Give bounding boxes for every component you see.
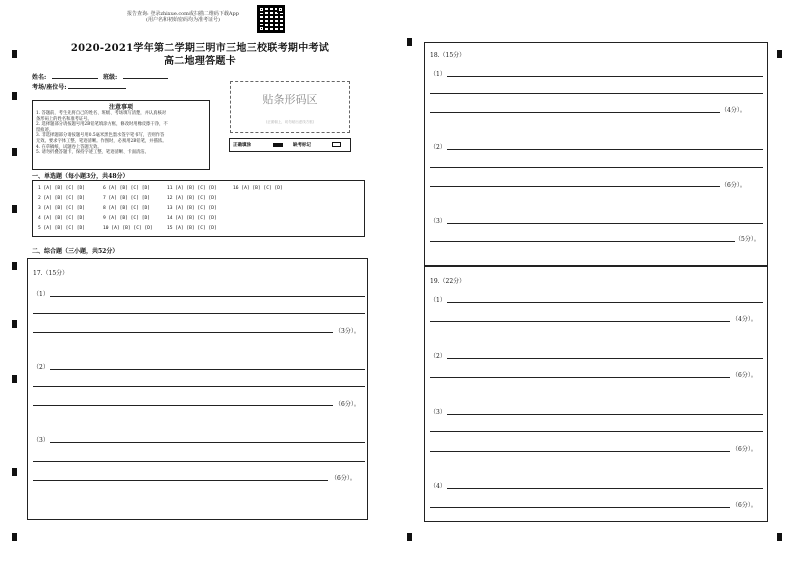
note-item: 1. 答题前，考生先将自己的姓名、班级、考场填写清楚，并认真核对 bbox=[36, 111, 167, 116]
q17-part2-line[interactable] bbox=[50, 369, 365, 370]
q17-part3-label: （3） bbox=[33, 437, 49, 444]
q19-part3-line[interactable] bbox=[430, 451, 730, 452]
choice-row[interactable]: 15 [A] [B] [C] [D] bbox=[167, 226, 217, 231]
q17-part1-line[interactable] bbox=[50, 296, 365, 297]
registration-mark bbox=[12, 375, 17, 383]
q18-part3-line[interactable] bbox=[430, 241, 735, 242]
seat-label: 考场/座位号: bbox=[32, 84, 67, 91]
q19-part1-line[interactable] bbox=[430, 321, 730, 322]
choice-column bbox=[38, 184, 85, 234]
registration-mark bbox=[407, 38, 412, 46]
q17-part1-points: （3分）。 bbox=[335, 328, 360, 335]
q19-part2-label: （2） bbox=[430, 353, 446, 360]
choice-column bbox=[233, 184, 283, 194]
registration-mark bbox=[407, 533, 412, 541]
q17-part2-line[interactable] bbox=[33, 386, 365, 387]
q18-part2-label: （2） bbox=[430, 144, 446, 151]
q19-part2-line[interactable] bbox=[447, 358, 763, 359]
q17-part1-line[interactable] bbox=[33, 313, 365, 314]
q18-part3-points: （5分）。 bbox=[735, 236, 760, 243]
q19-part4-label: （4） bbox=[430, 483, 446, 490]
q19-part3-line[interactable] bbox=[430, 431, 763, 432]
q19-part3-points: （6分）。 bbox=[732, 446, 757, 453]
note-item: 5. 请勿折叠答题卡，保持字迹工整、笔迹清晰、卡面清洁。 bbox=[36, 150, 149, 156]
q17-part1-label: （1） bbox=[33, 291, 49, 298]
choice-row[interactable]: 13 [A] [B] [C] [D] bbox=[167, 206, 217, 211]
registration-mark bbox=[12, 148, 17, 156]
q19-box bbox=[424, 266, 768, 522]
notes-title: 注意事项 bbox=[108, 104, 133, 111]
q19-label: 19.（22分） bbox=[430, 278, 466, 285]
barcode-area bbox=[230, 81, 350, 133]
q17-part3-points: （6分）。 bbox=[331, 475, 356, 482]
q17-part2-line[interactable] bbox=[33, 405, 333, 406]
q18-part1-label: （1） bbox=[430, 71, 446, 78]
q18-part3-label: （3） bbox=[430, 218, 446, 225]
q19-part1-points: （4分）。 bbox=[732, 316, 757, 323]
q17-part3-line[interactable] bbox=[50, 442, 365, 443]
note-item: 无效。要求字体工整、笔迹清晰。作图时，必须用2B铅笔，并描浓。 bbox=[36, 138, 167, 144]
choice-row[interactable]: 16 [A] [B] [C] [D] bbox=[233, 186, 283, 191]
name-label: 姓名: bbox=[32, 74, 47, 81]
note-item: 留痕迹。 bbox=[36, 127, 54, 133]
q19-part2-points: （6分）。 bbox=[732, 372, 757, 379]
registration-mark bbox=[12, 205, 17, 213]
choice-row[interactable]: 14 [A] [B] [C] [D] bbox=[167, 216, 217, 221]
registration-mark bbox=[12, 262, 17, 270]
correct-fill-sample-icon bbox=[273, 143, 283, 147]
choice-column bbox=[103, 184, 153, 234]
q19-part3-line[interactable] bbox=[447, 414, 763, 415]
section2-title: 二、综合题（三小题，共52分） bbox=[32, 248, 119, 255]
q18-part1-line[interactable] bbox=[447, 76, 763, 77]
report-query-notice bbox=[113, 11, 253, 23]
q18-part3-line[interactable] bbox=[447, 223, 763, 224]
choice-row[interactable]: 6 [A] [B] [C] [D] bbox=[103, 186, 151, 191]
section1-title: 一、单选题（每小题3分，共48分） bbox=[32, 173, 129, 180]
choice-row[interactable]: 10 [A] [B] [C] [D] bbox=[103, 226, 153, 231]
choice-row[interactable]: 8 [A] [B] [C] [D] bbox=[103, 206, 151, 211]
note-item: 条形码上的姓名和准考证号。 bbox=[36, 116, 92, 122]
q18-box bbox=[424, 42, 768, 266]
registration-mark bbox=[12, 320, 17, 328]
q17-box bbox=[27, 258, 368, 520]
note-item: 4. 在草稿纸、试题卷上答题无效。 bbox=[36, 144, 102, 150]
barcode-label: 贴条形码区 bbox=[262, 93, 318, 106]
seat-field[interactable] bbox=[68, 88, 126, 89]
q18-part1-line[interactable] bbox=[430, 112, 720, 113]
choice-column bbox=[167, 184, 217, 234]
q18-part1-points: （4分）。 bbox=[721, 107, 746, 114]
q18-part2-line[interactable] bbox=[430, 167, 763, 168]
registration-mark bbox=[12, 533, 17, 541]
fill-legend bbox=[229, 138, 351, 152]
q19-part1-label: （1） bbox=[430, 297, 446, 304]
card-title: 高二地理答题卡 bbox=[163, 56, 237, 67]
registration-mark bbox=[777, 50, 782, 58]
class-label: 班级: bbox=[103, 74, 118, 81]
q19-part2-line[interactable] bbox=[430, 377, 730, 378]
choice-row[interactable]: 4 [A] [B] [C] [D] bbox=[38, 216, 86, 221]
q17-part3-line[interactable] bbox=[33, 461, 365, 462]
registration-mark bbox=[12, 468, 17, 476]
q17-part1-line[interactable] bbox=[33, 332, 333, 333]
name-field[interactable] bbox=[52, 78, 98, 79]
q18-part2-line[interactable] bbox=[447, 149, 763, 150]
note-item: 3. 非选择题部分请按题号用0.5毫米黑色墨水签字笔书写，否则作答 bbox=[36, 133, 165, 139]
notice-line: 报告查询: 登录zhixue.com或扫描二维码下载App bbox=[127, 11, 239, 17]
q19-part4-line[interactable] bbox=[430, 507, 730, 508]
choice-row[interactable]: 9 [A] [B] [C] [D] bbox=[103, 216, 151, 221]
q19-part3-label: （3） bbox=[430, 409, 446, 416]
registration-mark bbox=[12, 50, 17, 58]
barcode-hint: (正面朝上，切勿贴出虚线方框) bbox=[265, 120, 315, 124]
notes-box bbox=[32, 100, 210, 170]
choice-row[interactable]: 1 [A] [B] [C] [D] bbox=[38, 186, 86, 191]
q19-part4-line[interactable] bbox=[447, 488, 763, 489]
note-item: 2. 选择题部分请按题号用2B铅笔填涂方框，修改时用橡皮擦干净，不 bbox=[36, 122, 168, 128]
notice-line: (用户名和初始密码均为准考证号) bbox=[146, 17, 220, 23]
q19-part1-line[interactable] bbox=[447, 302, 763, 303]
qr-code-icon bbox=[257, 5, 285, 33]
q17-label: 17.（15分） bbox=[33, 270, 69, 277]
q18-part2-points: （6分）。 bbox=[721, 182, 746, 189]
correct-fill-label: 正确填涂 bbox=[233, 143, 251, 148]
choice-row[interactable]: 5 [A] [B] [C] [D] bbox=[38, 226, 86, 231]
choice-grid bbox=[32, 180, 365, 237]
q17-part3-line[interactable] bbox=[33, 480, 328, 481]
absent-mark-checkbox[interactable] bbox=[332, 142, 341, 147]
choice-row[interactable]: 3 [A] [B] [C] [D] bbox=[38, 206, 86, 211]
q18-label: 18.（15分） bbox=[430, 52, 466, 59]
class-field[interactable] bbox=[123, 78, 168, 79]
absent-mark-label: 缺考标记 bbox=[293, 143, 311, 148]
q19-part4-points: （6分）。 bbox=[732, 502, 757, 509]
choice-row[interactable]: 11 [A] [B] [C] [D] bbox=[167, 186, 217, 191]
choice-row[interactable]: 7 [A] [B] [C] [D] bbox=[103, 196, 151, 201]
choice-row[interactable]: 12 [A] [B] [C] [D] bbox=[167, 196, 217, 201]
q17-part2-points: （6分）。 bbox=[335, 401, 360, 408]
q18-part2-line[interactable] bbox=[430, 186, 720, 187]
q18-part1-line[interactable] bbox=[430, 93, 763, 94]
q17-part2-label: （2） bbox=[33, 364, 49, 371]
registration-mark bbox=[12, 92, 17, 100]
choice-row[interactable]: 2 [A] [B] [C] [D] bbox=[38, 196, 86, 201]
notes-list bbox=[33, 111, 209, 156]
registration-mark bbox=[777, 533, 782, 541]
exam-title: 2020-2021学年第二学期三明市三地三校联考期中考试 bbox=[70, 43, 330, 54]
